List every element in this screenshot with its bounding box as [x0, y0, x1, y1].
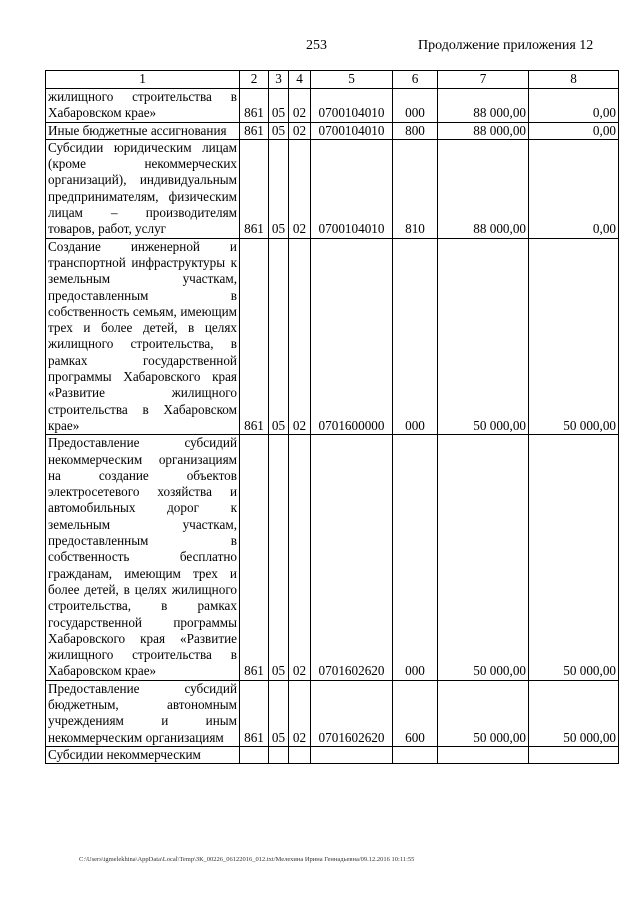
- subsection-cell: 02: [289, 680, 311, 746]
- section-cell: 05: [269, 238, 289, 435]
- amount-col8-cell: 50 000,00: [529, 435, 619, 680]
- row-name-cell: Субсидии юридическим лицам (кроме некоммерческих организаций), индивидуальным предпринимателям, физическим лицам – производителям товаров, работ, услуг: [46, 139, 240, 238]
- table-row: [46, 89, 619, 123]
- subsection-cell: [289, 746, 311, 763]
- target-article-cell: [311, 746, 393, 763]
- amount-col7-cell: [438, 746, 529, 763]
- ministry-code-cell: 861: [240, 238, 269, 435]
- target-article-cell: 0700104010: [311, 122, 393, 139]
- expense-type-cell: 000: [393, 238, 438, 435]
- expense-type-cell: 810: [393, 139, 438, 238]
- table-row: [46, 435, 619, 680]
- target-article-cell: 0700104010: [311, 89, 393, 123]
- column-header: 1: [46, 71, 240, 89]
- amount-col8-cell: 50 000,00: [529, 680, 619, 746]
- amount-col8-cell: 0,00: [529, 89, 619, 123]
- expense-type-cell: 600: [393, 680, 438, 746]
- subsection-cell: 02: [289, 238, 311, 435]
- column-header: 7: [438, 71, 529, 89]
- expense-type-cell: 000: [393, 435, 438, 680]
- section-cell: 05: [269, 122, 289, 139]
- row-name-cell: Предоставление субсидий некоммерческим организациям на создание объектов электросетевого хозяйства и автомобильных дорог к земельным участкам, предоставленным в собственность бесплатно гражданам, имеющим трех и более детей, в целях жилищного строительства, в рамках государственной программы Хабаровского края «Развитие жилищного строительства в Хабаровском крае»: [46, 435, 240, 680]
- appendix-continuation-note: Продолжение приложения 12: [418, 38, 594, 53]
- table-row: [46, 139, 619, 238]
- section-cell: 05: [269, 680, 289, 746]
- subsection-cell: 02: [289, 139, 311, 238]
- footer-file-path: C:\Users\igmelekhina\AppData\Local\Temp\ЗК_00226_06122016_012.txt/Мелехина Ирина Геннадьевна/09.12.2016 10:11:55: [79, 856, 415, 863]
- amount-col8-cell: 0,00: [529, 139, 619, 238]
- column-header: 2: [240, 71, 269, 89]
- expense-type-cell: 800: [393, 122, 438, 139]
- section-cell: [269, 746, 289, 763]
- column-header: 4: [289, 71, 311, 89]
- row-name-cell: Субсидии некоммерческим: [46, 746, 240, 763]
- amount-col7-cell: 50 000,00: [438, 680, 529, 746]
- row-name-cell: Предоставление субсидий бюджетным, автономным учреждениям и иным некоммерческим организациям: [46, 680, 240, 746]
- amount-col7-cell: 88 000,00: [438, 89, 529, 123]
- column-header: 5: [311, 71, 393, 89]
- expense-type-cell: [393, 746, 438, 763]
- target-article-cell: 0701602620: [311, 680, 393, 746]
- column-header: 6: [393, 71, 438, 89]
- ministry-code-cell: 861: [240, 89, 269, 123]
- ministry-code-cell: 861: [240, 680, 269, 746]
- amount-col7-cell: 50 000,00: [438, 435, 529, 680]
- ministry-code-cell: 861: [240, 139, 269, 238]
- table-header-row: [46, 71, 619, 89]
- table-row: [46, 238, 619, 435]
- row-name-cell: Иные бюджетные ассигнования: [46, 122, 240, 139]
- row-name-cell: жилищного строительства в Хабаровском крае»: [46, 89, 240, 123]
- column-header: 8: [529, 71, 619, 89]
- row-name-cell: Создание инженерной и транспортной инфраструктуры к земельным участкам, предоставленным в собственность семьям, имеющим трех и более детей, в целях жилищного строительства, в рамках государственной программы Хабаровского края «Развитие жилищного строительства в Хабаровском крае»: [46, 238, 240, 435]
- amount-col7-cell: 88 000,00: [438, 139, 529, 238]
- target-article-cell: 0700104010: [311, 139, 393, 238]
- ministry-code-cell: 861: [240, 435, 269, 680]
- budget-table: [45, 70, 619, 764]
- table-row: [46, 746, 619, 763]
- column-header: 3: [269, 71, 289, 89]
- expense-type-cell: 000: [393, 89, 438, 123]
- amount-col8-cell: [529, 746, 619, 763]
- ministry-code-cell: [240, 746, 269, 763]
- section-cell: 05: [269, 435, 289, 680]
- ministry-code-cell: 861: [240, 122, 269, 139]
- section-cell: 05: [269, 139, 289, 238]
- amount-col8-cell: 0,00: [529, 122, 619, 139]
- page-number: 253: [306, 38, 327, 53]
- amount-col7-cell: 88 000,00: [438, 122, 529, 139]
- amount-col8-cell: 50 000,00: [529, 238, 619, 435]
- target-article-cell: 0701602620: [311, 435, 393, 680]
- subsection-cell: 02: [289, 122, 311, 139]
- table-row: [46, 122, 619, 139]
- target-article-cell: 0701600000: [311, 238, 393, 435]
- subsection-cell: 02: [289, 89, 311, 123]
- section-cell: 05: [269, 89, 289, 123]
- table-row: [46, 680, 619, 746]
- subsection-cell: 02: [289, 435, 311, 680]
- amount-col7-cell: 50 000,00: [438, 238, 529, 435]
